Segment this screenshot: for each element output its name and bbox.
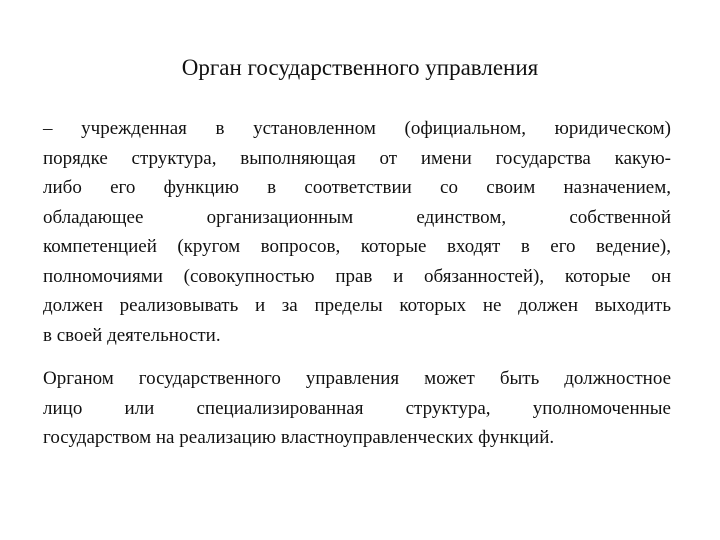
text-line: либо его функцию в соответствии со своим назначением,	[43, 177, 671, 198]
definition-paragraph	[43, 114, 671, 350]
example-paragraph	[43, 364, 671, 453]
text-line: компетенцией (кругом вопросов, которые входят в его ведение),	[43, 236, 671, 257]
text-line: должен реализовывать и за пределы которых не должен выходить	[43, 295, 671, 316]
text-line: полномочиями (совокупностью прав и обязанностей), которые он	[43, 265, 671, 287]
text-line: лицо или специализированная структура, уполномоченные	[43, 397, 671, 419]
text-line: в своей деятельности.	[43, 324, 221, 346]
text-line: государством на реализацию властноуправленческих функций.	[43, 427, 555, 448]
text-line: обладающее организационным единством, собственной	[43, 206, 671, 228]
text-line: порядке структура, выполняющая от имени государства какую-	[43, 147, 671, 169]
slide-body	[43, 114, 671, 453]
text-line: – учрежденная в установленном (официальном, юридическом)	[43, 118, 671, 139]
text-line: Органом государственного управления может быть должностное	[43, 368, 671, 389]
slide-title: Орган государственного управления	[181, 55, 539, 80]
